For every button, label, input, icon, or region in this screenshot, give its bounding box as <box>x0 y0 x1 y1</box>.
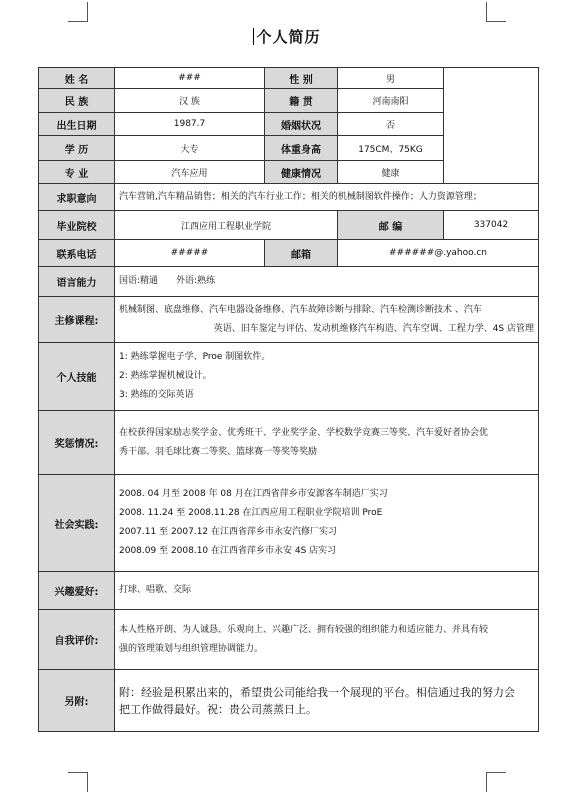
page-title[interactable] <box>0 26 574 47</box>
self-eval-value[interactable] <box>115 610 539 670</box>
hobby-label: 兴趣爱好: <box>39 572 115 610</box>
body-value[interactable]: 175CM、75KG <box>338 136 444 161</box>
ethnicity-label: 民 族 <box>39 89 115 113</box>
language-label: 语言能力 <box>39 267 115 297</box>
social-label: 社会实践: <box>39 475 115 572</box>
crop-mark-bottom-left-h <box>68 772 88 773</box>
phone-label: 联系电话 <box>39 240 115 267</box>
birth-label: 出生日期 <box>39 113 115 136</box>
page-title-text: 个人简历 <box>256 28 321 46</box>
email-value[interactable]: ######@.yahoo.cn <box>338 240 539 267</box>
skills-value[interactable] <box>115 343 539 411</box>
health-value[interactable]: 健康 <box>338 161 444 184</box>
major-label: 专 业 <box>39 161 115 184</box>
education-label: 学 历 <box>39 136 115 161</box>
crop-mark-top-left-v <box>87 2 88 22</box>
postcode-label: 邮 编 <box>338 211 444 240</box>
table-row <box>39 475 539 572</box>
note-label: 另附: <box>39 670 115 732</box>
crop-mark-bottom-left-v <box>87 772 88 792</box>
origin-value[interactable]: 河南南阳 <box>338 89 444 113</box>
marital-label: 婚姻状况 <box>265 113 338 136</box>
courses-line: 机械制图、底盘维修、汽车电器设备维修、汽车故障诊断与排除、汽车检测诊断技术 、汽车 <box>119 304 482 315</box>
table-row <box>39 68 539 89</box>
text-cursor <box>253 28 254 45</box>
school-label: 毕业院校 <box>39 211 115 240</box>
skills-line: 3: 熟练的交际英语 <box>119 390 194 400</box>
self-eval-label: 自我评价: <box>39 610 115 670</box>
job-intent-value[interactable]: 汽车营销,汽车精品销售；相关的汽车行业工作；相关的机械制图软件操作；人力资源管理； <box>115 184 539 211</box>
resume-table <box>38 67 539 732</box>
ethnicity-value[interactable]: 汉 族 <box>115 89 265 113</box>
crop-mark-bottom-right-v <box>486 772 487 792</box>
table-row <box>39 297 539 343</box>
email-label: 邮箱 <box>265 240 338 267</box>
hobby-value[interactable]: 打球、唱歌、交际 <box>115 572 539 610</box>
self-eval-line: 本人性格开朗、为人诚恳、乐观向上、兴趣广泛、拥有较强的组织能力和适应能力、并具有较 <box>119 624 489 635</box>
note-line: 把工作做得最好。祝：贵公司蒸蒸日上。 <box>119 702 317 716</box>
name-label: 姓 名 <box>39 68 115 89</box>
skills-line: 1: 熟练掌握电子学、Proe 制图软件。 <box>119 352 271 362</box>
table-row <box>39 572 539 610</box>
social-value[interactable] <box>115 475 539 572</box>
language-value[interactable]: 国语:精通 外语:熟练 <box>115 267 539 297</box>
health-label: 健康情况 <box>265 161 338 184</box>
courses-line: 英语、旧车鉴定与评估、发动机维修汽车构造、汽车空调、工程力学、4S 店管理 <box>213 323 535 334</box>
body-label: 体重身高 <box>265 136 338 161</box>
birth-value[interactable]: 1987.7 <box>115 113 265 136</box>
note-value[interactable] <box>115 670 539 732</box>
table-row <box>39 267 539 297</box>
table-row <box>39 184 539 211</box>
social-line: 2008. 04 月至 2008 年 08 月在江西省萍乡市安源客车制造厂实习 <box>119 489 388 499</box>
phone-value[interactable]: ##### <box>115 240 265 267</box>
crop-mark-top-right-h <box>486 21 506 22</box>
school-value[interactable]: 江西应用工程职业学院 <box>115 211 338 240</box>
awards-line: 在校获得国家励志奖学金、优秀班干、学业奖学金、学校数学竞赛三等奖、汽车爱好者协会优 <box>119 427 489 438</box>
major-value[interactable]: 汽车应用 <box>115 161 265 184</box>
crop-mark-top-left-h <box>68 21 88 22</box>
gender-value[interactable]: 男 <box>338 68 444 89</box>
social-line: 2008. 11.24 至 2008.11.28 在江西应用工程职业学院培训 ProE <box>119 508 383 518</box>
photo-area[interactable] <box>444 68 539 184</box>
skills-label: 个人技能 <box>39 343 115 411</box>
education-value[interactable]: 大专 <box>115 136 265 161</box>
awards-line: 秀干部、羽毛球比赛二等奖、篮球赛一等奖等奖励 <box>119 446 318 457</box>
table-row <box>39 670 539 732</box>
gender-label: 性 别 <box>265 68 338 89</box>
social-line: 2007.11 至 2007.12 在江西省萍乡市永安汽修厂实习 <box>119 527 338 537</box>
self-eval-line: 强的管理策划与组织管理协调能力。 <box>119 643 264 654</box>
postcode-value[interactable]: 337042 <box>444 211 539 240</box>
awards-label: 奖惩情况: <box>39 411 115 475</box>
table-row <box>39 411 539 475</box>
marital-value[interactable]: 否 <box>338 113 444 136</box>
table-row <box>39 211 539 240</box>
note-line: 附：经验是积累出来的，希望贵公司能给我一个展现的平台。相信通过我的努力会 <box>119 685 515 699</box>
awards-value[interactable] <box>115 411 539 475</box>
table-row <box>39 240 539 267</box>
origin-label: 籍 贯 <box>265 89 338 113</box>
courses-label: 主修课程: <box>39 297 115 343</box>
name-value[interactable]: ### <box>115 68 265 89</box>
table-row <box>39 610 539 670</box>
job-intent-label: 求职意向 <box>39 184 115 211</box>
social-line: 2008.09 至 2008.10 在江西省萍乡市永安 4S 店实习 <box>119 546 337 556</box>
courses-value[interactable] <box>115 297 539 343</box>
skills-line: 2: 熟练掌握机械设计。 <box>119 371 212 381</box>
crop-mark-top-right-v <box>486 2 487 22</box>
table-row <box>39 343 539 411</box>
crop-mark-bottom-right-h <box>486 772 506 773</box>
